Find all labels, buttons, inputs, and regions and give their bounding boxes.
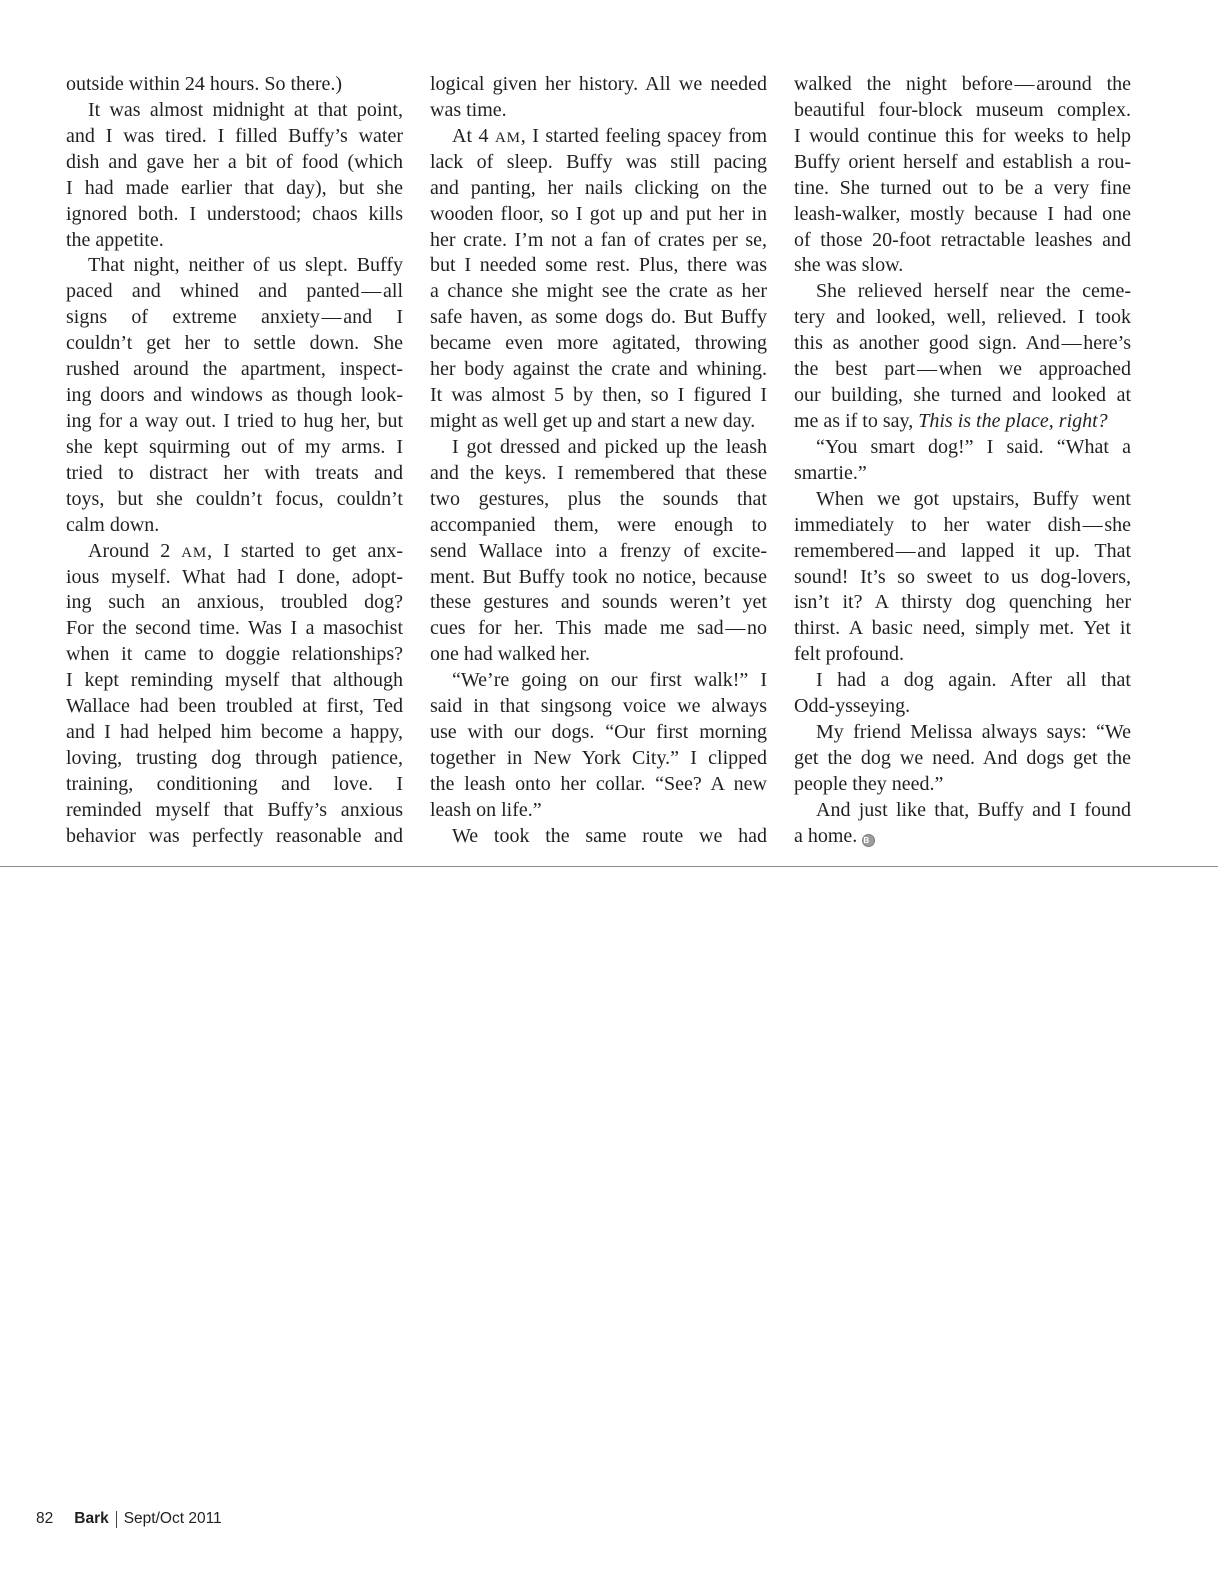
paragraph (794, 72, 1131, 279)
text-line: people they need.” (794, 772, 944, 795)
text-line: immediately to her water dish — she (794, 513, 1131, 536)
paragraph (66, 98, 403, 254)
text-line: wooden floor, so I got up and put her in (430, 202, 767, 225)
paragraph (430, 124, 767, 435)
text-line: the leash onto her collar. “See? A new (430, 772, 767, 795)
text-line: And just like that, Buffy and I found (816, 798, 1131, 821)
text-line: training, conditioning and love. I (66, 772, 403, 795)
text-line: “You smart dog!” I said. “What a (816, 435, 1131, 458)
text-line: the best part — when we approached (794, 358, 1131, 381)
text-line: We took the same route we had (452, 824, 767, 847)
text-line: she kept squirming out of my arms. I (66, 435, 403, 458)
paragraph (66, 539, 403, 850)
text-line: ing for a way out. I tried to hug her, but (66, 409, 403, 432)
text-line: couldn’t get her to settle down. She (66, 332, 403, 355)
text-line: she was slow. (794, 254, 904, 277)
text-line: tery and looked, well, relieved. I took (794, 306, 1131, 329)
text-segment: Around 2 (88, 539, 182, 562)
paragraph (430, 824, 767, 850)
page-number: 82 (36, 1510, 54, 1527)
text-line: tine. She turned out to be a very fine (794, 176, 1131, 199)
text-line: logical given her history. All we needed (430, 73, 767, 95)
text-line: but I needed some rest. Plus, there was (430, 254, 767, 277)
paragraph (794, 279, 1131, 435)
text-line: rushed around the apartment, inspect- (66, 358, 403, 381)
text-line: ing such an anxious, troubled dog? (66, 591, 403, 614)
text-line: It was almost midnight at that point, (88, 98, 403, 121)
text-line: thirst. A basic need, simply met. Yet it (794, 617, 1131, 640)
text-line: behavior was perfectly reasonable and (66, 824, 403, 847)
text-line: walked the night before — around the (794, 73, 1131, 95)
issue-date: Sept/Oct 2011 (123, 1510, 222, 1527)
footer-separator (116, 1511, 117, 1528)
text-line (66, 539, 403, 565)
text-line: smartie.” (794, 461, 867, 484)
text-line: I got dressed and picked up the leash (452, 435, 767, 458)
paragraph (794, 487, 1131, 668)
text-line: I had made earlier that day), but she (66, 176, 403, 199)
text-line: two gestures, plus the sounds that (430, 487, 767, 510)
text-segment: At 4 (452, 124, 495, 147)
text-line: She relieved herself near the ceme- (816, 280, 1131, 303)
paragraph (794, 435, 1131, 487)
text-line: leash on life.” (430, 798, 542, 821)
text-line: lack of sleep. Buffy was still pacing (430, 150, 767, 173)
text-line: became even more agitated, throwing (430, 332, 767, 355)
column-2 (430, 72, 767, 850)
paragraph (794, 720, 1131, 798)
text-line: safe haven, as some dogs do. But Buffy (430, 306, 767, 329)
text-line: sound! It’s so sweet to us dog-lovers, (794, 565, 1131, 588)
text-line: signs of extreme anxiety — and I (66, 306, 403, 329)
text-line: I kept reminding myself that although (66, 669, 403, 692)
small-caps-time: AM (181, 544, 208, 561)
text-line (794, 824, 1131, 850)
magazine-name: Bark (74, 1510, 109, 1527)
paragraph (430, 668, 767, 824)
text-line: dish and gave her a bit of food (which (66, 150, 403, 173)
text-line: her crate. I’m not a fan of crates per se, (430, 228, 767, 251)
text-line: use with our dogs. “Our first morning (430, 721, 767, 744)
text-line: remembered — and lapped it up. That (794, 539, 1131, 562)
text-line (794, 409, 1131, 435)
text-line: this as another good sign. And — here’s (794, 332, 1131, 355)
text-segment: me as if to say, (794, 409, 919, 432)
text-line: felt profound. (794, 643, 904, 666)
text-line: paced and whined and panted — all (66, 280, 403, 303)
text-line: the appetite. (66, 228, 164, 251)
text-line: ment. But Buffy took no notice, because (430, 565, 767, 588)
text-line: tried to distract her with treats and (66, 461, 403, 484)
column-1 (66, 72, 403, 850)
text-line: When we got upstairs, Buffy went (816, 487, 1131, 510)
paragraph (430, 72, 767, 124)
horizontal-rule (0, 866, 1218, 867)
paragraph (794, 668, 1131, 720)
text-line: ignored both. I understood; chaos kills (66, 202, 403, 225)
text-segment: , I started feeling spacey from (520, 124, 767, 147)
text-line: leash-walker, mostly because I had one (794, 202, 1131, 225)
paragraph (66, 72, 403, 98)
page-footer (36, 1508, 222, 1530)
text-line: That night, neither of us slept. Buffy (88, 254, 403, 277)
text-line (430, 124, 767, 150)
text-segment: a home. (794, 824, 858, 847)
text-line: and the keys. I remembered that these (430, 461, 767, 484)
text-line: of those 20-foot retractable leashes and (794, 228, 1131, 251)
text-line: and I had helped him become a happy, (66, 721, 403, 744)
text-line: I had a dog again. After all that (816, 669, 1131, 692)
text-line: and I was tired. I filled Buffy’s water (66, 124, 403, 147)
text-line: a chance she might see the crate as her (430, 280, 767, 303)
text-line: isn’t it? A thirsty dog quenching her (794, 591, 1131, 614)
paragraph (66, 253, 403, 538)
text-line: My friend Melissa always says: “We (816, 721, 1131, 744)
text-line: was time. (430, 98, 507, 121)
text-line: reminded myself that Buffy’s anxious (66, 798, 403, 821)
text-line: beautiful four-block museum complex. (794, 98, 1131, 121)
text-line: send Wallace into a frenzy of excite- (430, 539, 767, 562)
text-line: loving, trusting dog through patience, (66, 746, 403, 769)
text-line: “We’re going on our first walk!” I (452, 669, 767, 692)
text-line: calm down. (66, 513, 160, 536)
text-line: said in that singsong voice we always (430, 695, 767, 718)
text-line: It was almost 5 by then, so I figured I (430, 384, 767, 407)
text-line: For the second time. Was I a masochist (66, 617, 403, 640)
text-line: get the dog we need. And dogs get the (794, 746, 1131, 769)
text-line: cues for her. This made me sad — no (430, 617, 767, 640)
italic-thought: This is the place, right? (918, 409, 1108, 432)
text-line: her body against the crate and whining. (430, 358, 767, 381)
text-line: I would continue this for weeks to help (794, 124, 1131, 147)
paragraph (430, 435, 767, 668)
text-segment: , I started to get anx- (207, 539, 403, 562)
small-caps-time: AM (494, 129, 521, 146)
text-line: our building, she turned and looked at (794, 384, 1131, 407)
text-line: ious myself. What had I done, adopt- (66, 565, 403, 588)
text-line: when it came to doggie relationships? (66, 643, 403, 666)
text-line: together in New York City.” I clipped (430, 746, 767, 769)
text-line: one had walked her. (430, 643, 590, 666)
bark-logo-end-mark-icon: B (862, 834, 875, 847)
text-line: outside within 24 hours. So there.) (66, 73, 343, 95)
text-line: Odd-ysseying. (794, 695, 911, 718)
text-line: these gestures and sounds weren’t yet (430, 591, 767, 614)
text-line: Wallace had been troubled at first, Ted (66, 695, 403, 718)
paragraph (794, 798, 1131, 850)
text-line: accompanied them, were enough to (430, 513, 767, 536)
text-line: might as well get up and start a new day. (430, 409, 756, 432)
text-line: ing doors and windows as though look- (66, 384, 403, 407)
text-line: toys, but she couldn’t focus, couldn’t (66, 487, 403, 510)
text-line: Buffy orient herself and establish a rou- (794, 150, 1131, 173)
column-3 (794, 72, 1131, 850)
text-line: and panting, her nails clicking on the (430, 176, 767, 199)
